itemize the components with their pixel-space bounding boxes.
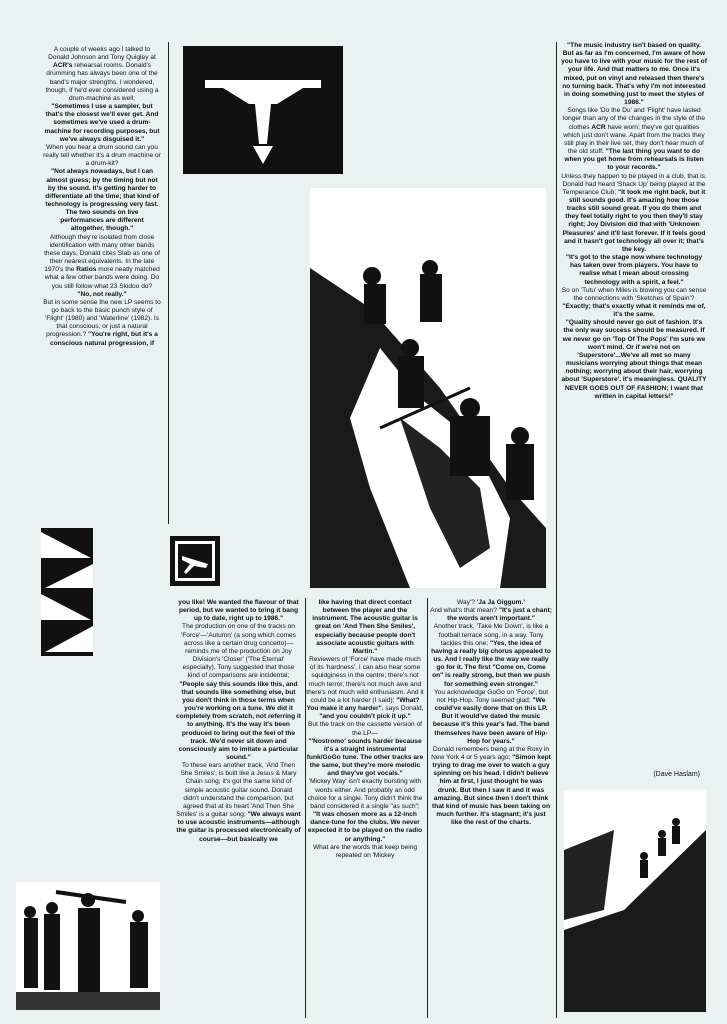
paragraph (561, 287, 707, 320)
paragraph (306, 738, 424, 779)
quote-text: "We could've easily done that on this LP. But it would've dated the music because it's this year's fad. The band themselves have been aware of Hip-Hop for years." (432, 696, 550, 745)
workers-silhouette-icon (16, 882, 160, 1010)
paragraph (306, 599, 424, 656)
paragraph (43, 46, 161, 103)
body-text: You acknowledge GoGo on 'Force', but not Hip-Hop. Tony seemed glad; (433, 688, 549, 704)
paragraph (561, 319, 707, 401)
body-text: Although they're isolated from close identification with many other bands these days, Donald cites Slab as one of their nearest equivalents. In the late 1970's the (44, 233, 160, 274)
quote-text: "Exactly; that's exactly what it reminds me of, it's the same. (562, 303, 706, 319)
quote-text: "Quality should never go out of fashion. It's the only way success should be measured. If we never go on 'Top Of The Pops' I'm sure we won't mind. Or if we're not on 'Superstore'...We've all met so many musicians worrying about things that mean nothing; worrying about their hair, worrying about 'Superstore'. It's meaningless. QUALITY NEVER GOES OUT OF FASHION; I want that written in capital letters!" (561, 319, 707, 400)
quote-text: "The music industry isn't based on quality. But as far as I'm concerned, I'm aware of how you have to live with your music for the rest of your life. And that matters to me. Once it's mixed, put on vinyl and released then there's no turning back. That's why I'm not interested in doing something just to meet the styles of 1986." (561, 42, 707, 107)
left-column-rule (168, 42, 169, 524)
ridge-photo (564, 790, 706, 1012)
ridge-climbers-icon (564, 790, 706, 1012)
quote-text: "The last thing you want to do when you get home from rehearsals is listen to your records." (564, 148, 704, 172)
paragraph (306, 721, 424, 737)
quote-text: Ratios (76, 266, 97, 274)
quote-text: "Not always nowadays, but I can almost guess; by the timing but not by the sound. It's getting harder to differentiate all the time; that kind of technology is progressing very fast. The two sounds on live performances are different altogether, though." (45, 168, 159, 233)
body-text: When you hear a drum sound can you really tell whether it's a drum machine or a drum-kit? (43, 143, 161, 168)
plane-stamp-icon (170, 536, 220, 586)
paragraph (176, 681, 301, 763)
quote-text: 'Ja Ja Giggum.' (476, 599, 525, 606)
paragraph (43, 299, 161, 348)
quote-text: you like! We wanted the flavour of that period, but we wanted to bring it bang up to date, right up to 1986." (178, 599, 299, 623)
paragraph (561, 42, 707, 107)
quote-text: "'Nostromo' sounds harder because it's a straight instrumental funk/GoGo tune. The other tracks are the same, but they're more melodic and they've got vocals." (306, 737, 424, 778)
quote-text: "and you couldn't pick it up." (319, 713, 411, 721)
body-text: A couple of weeks ago I talked to Donald Johnson and Tony Quigley at (48, 46, 156, 62)
left-graphic-strip (41, 528, 93, 656)
right-column (561, 42, 707, 752)
quote-text: "It's just a chant; the words aren't important." (447, 607, 552, 623)
quote-text: "Sometimes I use a sampler, but that's the closest we'll ever get. And sometimes we've used a drum-machine for recording purposes, but we've always disguised it." (44, 103, 160, 143)
mountain-photo-icon (310, 188, 546, 588)
paragraph (43, 168, 161, 233)
quote-text: ACR (591, 123, 606, 131)
paragraph (43, 291, 161, 299)
paragraph (561, 173, 707, 255)
body-text: Songs like 'Do the Du' and 'Flight' have lasted longer than any of the changes in the style of the clothes (562, 107, 706, 131)
body-text: And what's that mean? (430, 607, 499, 615)
body-text: The production on one of the tracks on 'Force'—'Autumn' (a song which comes across like a certain drug concerto)— reminds me of the production on Joy Division's 'Closer' ('The Eternal' especially). Tony suggested that those kind of comparisons are incidental; (181, 623, 296, 680)
quote-text: ACR's (52, 62, 73, 70)
column-four-rule (556, 42, 557, 1018)
paragraph (306, 656, 424, 721)
paragraph (176, 623, 301, 680)
body-text: What are the words that keep being repeated on 'Mickey (312, 843, 418, 859)
column-four (430, 599, 552, 1017)
paragraph (176, 599, 301, 623)
paragraph (430, 746, 552, 828)
body-text: Another track, 'Take Me Down', is like a football terrace song, in a way. Tony tackles this one; (433, 623, 549, 647)
body-text: have worn; they've got qualities which just don't wane. Apart from the tracks they still play in their live set, they don't hear much of the old stuff; (563, 123, 705, 156)
quote-text: "It was chosen more as a 12-inch dance-tune for the clubs. We never expected it to be played on the radio or anything." (307, 811, 423, 843)
byline-credit: (Dave Haslam) (653, 771, 700, 778)
quote-text: like having that direct contact between the player and the instrument. The acoustic guitar is great on 'And Then She Smiles', especially because people don't associate acoustic guitars with Martin." (312, 599, 418, 655)
column-three (306, 599, 424, 1017)
paragraph (561, 254, 707, 287)
column-two (176, 599, 301, 1017)
emblem-icon (183, 46, 343, 174)
body-text: Reviewers of 'Force' have made much of its 'hardness'. I can also hear some squidginess in the centre; there's not much terror, there's not much awe and there's not much wild enthusiasm. And it could be a lot harder (I said); (306, 656, 424, 704)
paragraph (430, 623, 552, 688)
emblem-graphic (183, 46, 343, 174)
column-three-rule (427, 598, 428, 1018)
body-text: more neatly matched what a few other bands were doing. Do you still follow what 23 Skidoo do? (44, 266, 160, 290)
body-text: Way'? (457, 599, 477, 606)
quote-text: "Yes, the idea of having a really big chorus appealed to us. And I really like the way we really go for it. The first "Come on, Come on" is really strong, but then we push for something even stronger." (431, 639, 551, 688)
abstract-strip-icon (41, 528, 93, 656)
body-text: , says Donald, (381, 705, 424, 713)
paragraph (306, 778, 424, 843)
paragraph (561, 107, 707, 172)
paragraph (306, 844, 424, 860)
paragraph (430, 607, 552, 623)
climbers-photo (310, 188, 546, 588)
quote-text: "Simon kept trying to drag me over to watch a guy spinning on his head. I didn't believe him at first, I just thought he was drunk. But then I saw it and it was amazing. But since then I don't think that kind of music has been taking on much further. It's stagnant; it's just like the rest of the charts. (432, 753, 551, 827)
body-text: 'Mickey Way' isn't exactly bursting with words either. And probably an odd choice for a single. Tony didn't think the band considered it a single "as such"; (307, 778, 423, 810)
body-text: But in some sense the new LP seems to go back to the basic punch style of 'Flight' (1980) and 'Waterline' (1982). Is that conscious, or just a natural progression.? (43, 298, 161, 339)
body-text: rehearsal rooms. Donald's drumming has always been one of the band's major strengths. I wondered, though, if he'd ever considered using a drum-machine as well; (45, 62, 159, 102)
stamp-graphic (170, 536, 220, 586)
quote-text: "People say this sounds like this, and that sounds like something else, but you don't think in those terms when you're working on a tune. We did it completely from scratch, not referring it to anything. It's the way it's been produced to bring out the feel of the track. We'd never sit down and consciously aim to imitate a particular sound." (176, 680, 301, 761)
left-column (43, 46, 161, 522)
paragraph (430, 689, 552, 746)
paragraph (43, 103, 161, 144)
paragraph (176, 762, 301, 844)
quote-text: "You're right, but it's a conscious natural progression, if (49, 331, 158, 347)
body-text: Donald remembers being at the Roxy in New York 4 or 5 years ago; (431, 745, 550, 761)
body-text: But the track on the cassette version of the LP— (308, 721, 422, 737)
workers-photo (16, 882, 160, 1010)
paragraph (43, 234, 161, 291)
body-text: Unless they happen to be played in a club, that is. Donald had heard 'Shack Up' being played at the Temperance Club; (561, 172, 707, 196)
paragraph (430, 599, 552, 607)
quote-text: "We always want to use acoustic instruments—although the guitar is processed electronically of course—but basically we (176, 811, 301, 843)
body-text: So on 'Tutu' when Miles is blowing you can sense the connections with 'Sketches of Spain'? (561, 286, 707, 302)
paragraph (43, 144, 161, 168)
quote-text: "It took me right back, but it still sounds good. It's amazing how those tracks still sound great. If you do them and they feel totally right to you then they'll stay right; Joy Division did that with 'Unknown Pleasures' and it'll last forever. If it feels good and it hasn't got technology all over it; that's the key. (562, 188, 706, 253)
quote-text: "What? You make it any harder" (306, 696, 420, 713)
body-text: To these ears another track, 'And Then She Smiles', is built like a Jesus & Mary Chain song; it's got the same kind of simple acoustic guitar sound. Donald didn't understand the comparison, but agreed that at its heart 'And Then She Smiles' is a guitar song; (176, 762, 297, 819)
quote-text: "It's got to the stage now where technology has taken over from players. You have to realise what I mean about crossing technology with a spirit, a feel." (565, 254, 703, 286)
quote-text: "No, not really." (77, 290, 127, 298)
